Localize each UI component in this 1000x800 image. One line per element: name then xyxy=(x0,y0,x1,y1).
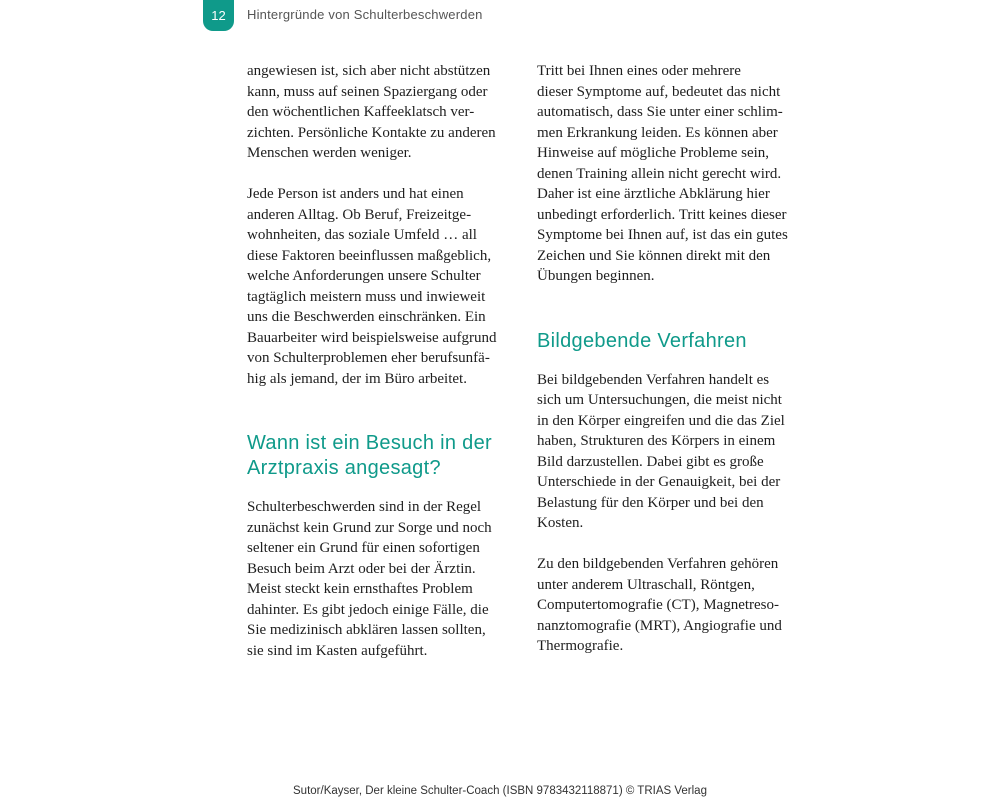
text-line: in den Körper eingreifen und die das Ziel xyxy=(537,412,785,429)
text-line: nanztomografie (MRT), Angiografie und xyxy=(537,617,782,634)
text-line: Bild darzustellen. Dabei gibt es große xyxy=(537,453,764,470)
text-line: Sie medizinisch abklären lassen sollten, xyxy=(247,622,486,638)
text-line: welche Anforderungen unsere Schulter xyxy=(247,268,481,284)
text-line: Belastung für den Körper und bei den xyxy=(537,494,764,511)
text-line: Kosten. xyxy=(537,515,584,531)
text-line: anderen Alltag. Ob Beruf, Freizeitge- xyxy=(247,206,472,223)
left-paragraph-1 xyxy=(247,61,509,164)
text-line: Meist steckt kein ernsthaftes Problem xyxy=(247,581,473,597)
text-line: Zeichen und Sie können direkt mit den xyxy=(537,247,771,264)
text-line: Jede Person ist anders und hat einen xyxy=(247,186,464,202)
text-line: tagtäglich meistern muss und inwieweit xyxy=(247,288,486,305)
text-line: Tritt bei Ihnen eines oder mehrere xyxy=(537,63,741,79)
text-line: unbedingt erforderlich. Tritt keines dieser xyxy=(537,206,787,223)
text-line: automatisch, dass Sie unter einer schlim- xyxy=(537,104,783,120)
text-line: Symptome bei Ihnen auf, ist das ein gutes xyxy=(537,227,788,243)
text-line: kann, muss auf seinen Spaziergang oder xyxy=(247,83,488,100)
text-line: haben, Strukturen des Körpers in einem xyxy=(537,433,776,449)
text-line: Bei bildgebenden Verfahren handelt es xyxy=(537,371,770,388)
text-line: Schulterbeschwerden sind in der Regel xyxy=(247,499,482,515)
text-line: diese Faktoren beeinflussen maßgeblich, xyxy=(247,247,492,264)
text-line: denen Training allein nicht gerecht wird. xyxy=(537,165,782,182)
text-line: Wann ist ein Besuch in der xyxy=(247,432,492,454)
text-line: Übungen beginnen. xyxy=(537,268,655,284)
text-line: dieser Symptome auf, bedeutet das nicht xyxy=(537,83,781,100)
text-line: men Erkrankung leiden. Es können aber xyxy=(537,124,778,141)
footer-citation: Sutor/Kayser, Der kleine Schulter-Coach (ISBN 9783432118871) © TRIAS Verlag xyxy=(293,785,707,797)
text-line: Thermografie. xyxy=(537,638,624,654)
text-line: hig als jemand, der im Büro arbeitet. xyxy=(247,370,467,387)
text-line: zichten. Persönliche Kontakte zu anderen xyxy=(247,124,496,141)
text-line: Computertomografie (CT), Magnetreso- xyxy=(537,597,780,613)
text-line: Zu den bildgebenden Verfahren gehören xyxy=(537,556,779,572)
text-line: wohnheiten, das soziale Umfeld … all xyxy=(247,227,477,243)
text-line: von Schulterproblemen eher berufsunfä- xyxy=(247,350,490,366)
text-line: angewiesen ist, sich aber nicht abstützen xyxy=(247,63,491,79)
running-title: Hintergründe von Schulterbeschwerden xyxy=(247,7,483,22)
section-heading-bildgebende-verfahren: Bildgebende Verfahren xyxy=(537,329,747,352)
text-line: Arztpraxis angesagt? xyxy=(247,457,441,479)
text-line: Besuch beim Arzt oder bei der Ärztin. xyxy=(247,560,476,577)
text-line: unter anderem Ultraschall, Röntgen, xyxy=(537,576,755,593)
text-line: Unterschiede in der Genauigkeit, bei der xyxy=(537,474,781,490)
text-line: Daher ist eine ärztliche Abklärung hier xyxy=(537,186,770,202)
section-heading-arztpraxis xyxy=(247,431,509,481)
text-line: dahinter. Es gibt jedoch einige Fälle, die xyxy=(247,601,489,618)
text-line: sie sind im Kasten aufgeführt. xyxy=(247,642,428,659)
page-number-badge: 12 xyxy=(203,0,234,31)
text-line: uns die Beschwerden einschränken. Ein xyxy=(247,309,486,325)
text-line: Hinweise auf mögliche Probleme sein, xyxy=(537,145,770,161)
right-paragraph-1 xyxy=(537,61,799,287)
right-paragraph-3 xyxy=(537,554,799,657)
right-column xyxy=(537,61,799,657)
text-line: Menschen werden weniger. xyxy=(247,145,412,161)
right-paragraph-2 xyxy=(537,370,799,534)
left-paragraph-2 xyxy=(247,184,509,389)
text-line: sich um Untersuchungen, die meist nicht xyxy=(537,392,782,408)
left-paragraph-3 xyxy=(247,497,509,661)
text-line: zunächst kein Grund zur Sorge und noch xyxy=(247,519,492,536)
text-line: seltener ein Grund für einen sofortigen xyxy=(247,540,480,556)
text-line: den wöchentlichen Kaffeeklatsch ver- xyxy=(247,104,475,120)
left-column xyxy=(247,61,509,661)
text-line: Bauarbeiter wird beispielsweise aufgrund xyxy=(247,329,497,346)
